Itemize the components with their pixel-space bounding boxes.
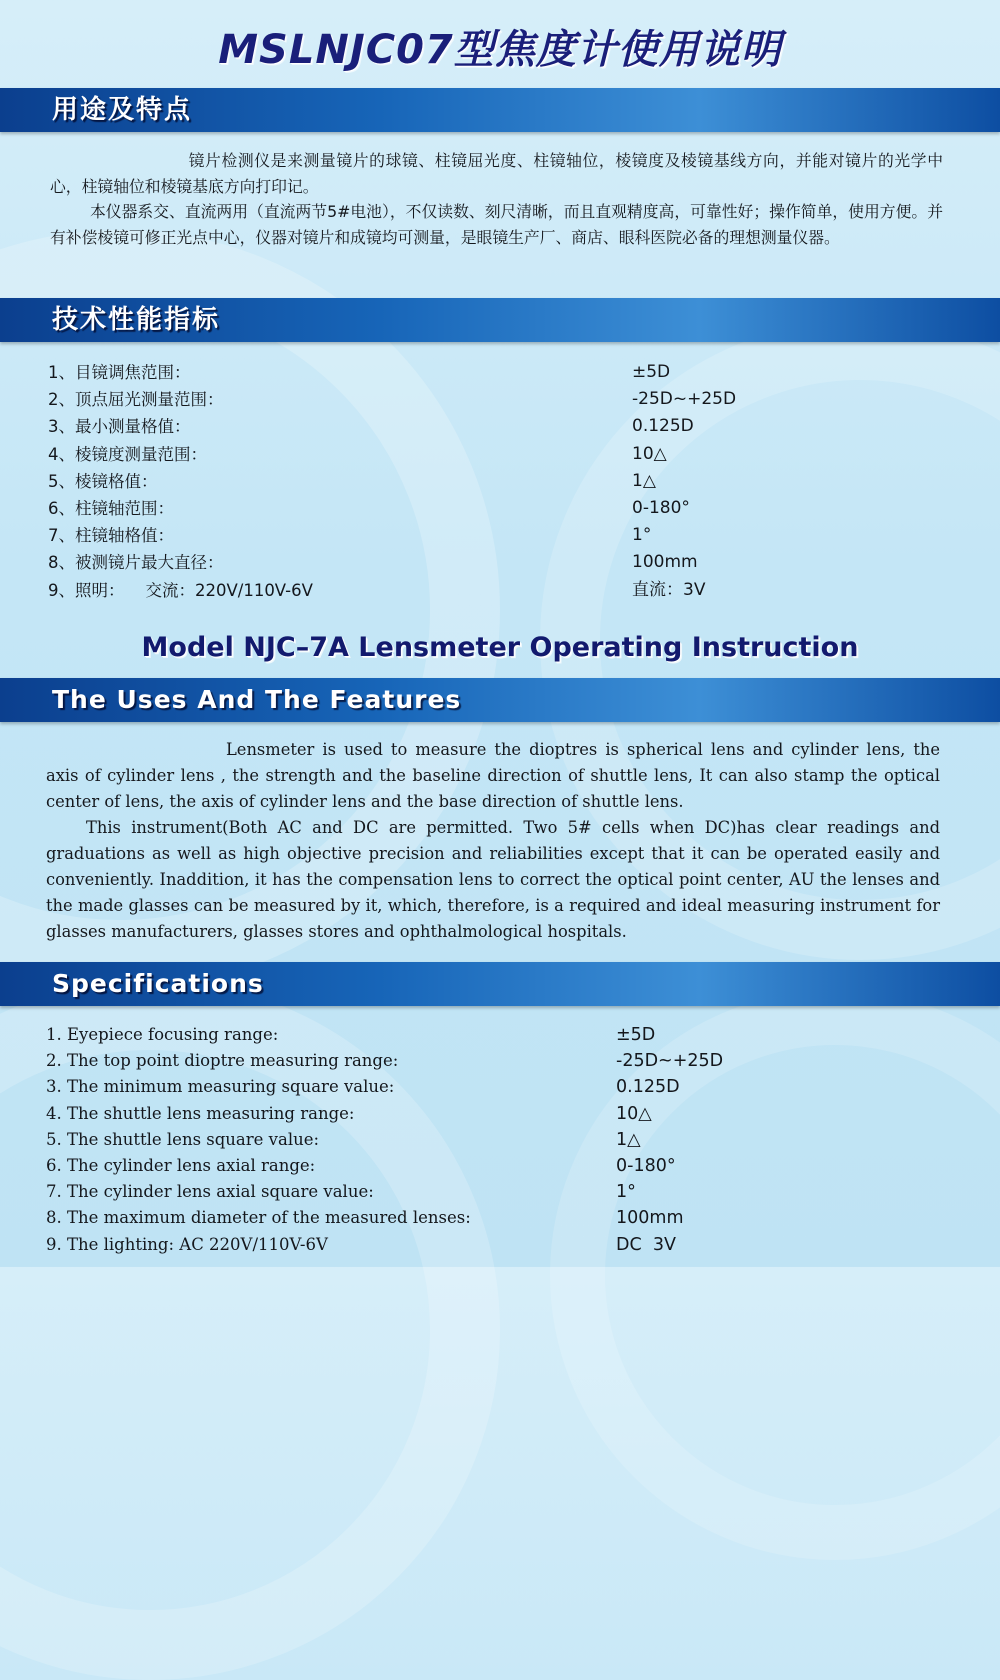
section-title-cn-uses: 用途及特点 — [52, 95, 193, 125]
spec-item — [48, 441, 948, 468]
spec-value: 100mm — [632, 552, 698, 573]
spec-value: 10△ — [632, 443, 667, 464]
spec-label: 2、顶点屈光测量范围： — [48, 390, 224, 410]
spec-label: 7、柱镜轴格值： — [48, 526, 174, 546]
section-band-en-uses — [0, 678, 1000, 722]
spec-label: 8. The maximum diameter of the measured lenses: — [46, 1208, 471, 1228]
spec-item — [48, 577, 948, 604]
spec-value: 直流：3V — [632, 579, 706, 600]
section-title-en-uses: The Uses And The Features — [52, 685, 462, 714]
spec-item — [46, 1048, 946, 1074]
spec-label: 1. Eyepiece focusing range: — [46, 1025, 279, 1044]
spec-label: 9. The lighting: AC 220V/110V-6V — [46, 1234, 328, 1254]
spec-item — [48, 468, 948, 495]
spec-value: 0.125D — [616, 1077, 680, 1098]
cn-uses-text-1: 镜片检测仪是来测量镜片的球镜、柱镜屈光度、柱镜轴位，棱镜度及棱镜基线方向，并能对镜片的光学中心，柱镜轴位和棱镜基底方向打印记。 — [50, 151, 943, 196]
spec-label: 9、照明： 交流：220V/110V-6V — [48, 580, 313, 600]
en-uses-text-2: This instrument(Both AC and DC are permitted. Two 5# cells when DC)has clear readings and graduations as well as high objective precision and reliabilities except that it can be operated easily and conveniently. Inaddition, it has the compensation lens to correct the optical point center, AU the lenses and the made glasses can be measured by it, which, therefore, is a required and ideal measuring instrument for glasses manufacturers, glasses stores and ophthalmological hospitals. — [46, 818, 940, 941]
spec-item — [46, 1127, 946, 1153]
spec-label: 4、棱镜度测量范围： — [48, 444, 207, 464]
en-uses-text-1: Lensmeter is used to measure the dioptres is spherical lens and cylinder lens, the axis of cylinder lens , the strength and the baseline direction of shuttle lens, It can also stamp the optical center of lens, the axis of cylinder lens and the base direction of shuttle lens. — [46, 740, 940, 811]
en-spec-list — [46, 1022, 946, 1258]
spec-value: ±5D — [632, 362, 671, 382]
cn-uses-paragraph-1 — [50, 148, 943, 199]
spec-item — [46, 1101, 946, 1127]
spec-value: 0-180° — [616, 1155, 676, 1176]
spec-value: 1° — [616, 1182, 636, 1203]
spec-label: 3、最小测量格值： — [48, 417, 191, 437]
spec-label: 4. The shuttle lens measuring range: — [46, 1103, 355, 1123]
spec-value: 1° — [632, 525, 652, 546]
spec-item — [46, 1205, 946, 1231]
spec-value: 1△ — [632, 470, 656, 491]
spec-value: ±5D — [616, 1025, 656, 1045]
spec-item — [46, 1179, 946, 1205]
spec-value: 100mm — [616, 1208, 684, 1229]
spec-label: 6. The cylinder lens axial range: — [46, 1155, 316, 1175]
spec-item — [46, 1022, 946, 1048]
spec-label: 3. The minimum measuring square value: — [46, 1077, 395, 1097]
spec-value: 1△ — [616, 1129, 641, 1150]
cn-uses-text-2: 本仪器系交、直流两用（直流两节5#电池），不仅读数、刻尺清晰，而且直观精度高，可靠性好；操作简单，使用方便。并有补偿棱镜可修正光点中心，仪器对镜片和成镜均可测量，是眼镜生产厂、商店、眼科医院必备的理想测量仪器。 — [50, 202, 943, 247]
spec-item — [48, 386, 948, 413]
spec-label: 8、被测镜片最大直径： — [48, 553, 224, 573]
section-title-cn-specs: 技术性能指标 — [52, 305, 221, 335]
spec-label: 2. The top point dioptre measuring range: — [46, 1051, 399, 1071]
cn-uses-paragraph-2 — [50, 199, 943, 250]
spec-label: 7. The cylinder lens axial square value: — [46, 1182, 374, 1202]
cn-spec-list — [48, 359, 948, 604]
spec-label: 1、目镜调焦范围： — [48, 363, 191, 382]
page-title: MSLNJC07型焦度计使用说明 — [218, 27, 782, 73]
spec-label: 6、柱镜轴范围： — [48, 498, 174, 518]
spec-item — [46, 1153, 946, 1179]
spec-value: DC 3V — [616, 1234, 676, 1255]
spec-value: 10△ — [616, 1103, 652, 1124]
spec-item — [46, 1232, 946, 1258]
spec-item — [48, 495, 948, 522]
section-band-cn-uses — [0, 88, 1000, 132]
section-title-en-specs: Specifications — [52, 969, 264, 998]
spec-item — [48, 359, 948, 386]
english-heading: Model NJC–7A Lensmeter Operating Instruction — [141, 632, 859, 663]
section-band-cn-specs — [0, 298, 1000, 342]
en-uses-paragraph-2 — [46, 815, 940, 945]
spec-item — [46, 1074, 946, 1100]
section-band-en-specs — [0, 962, 1000, 1006]
spec-value: 0-180° — [632, 497, 690, 518]
spec-value: -25D~+25D — [616, 1051, 724, 1072]
spec-value: -25D~+25D — [632, 389, 737, 410]
en-uses-paragraph-1 — [46, 737, 940, 815]
spec-item — [48, 522, 948, 549]
spec-value: 0.125D — [632, 416, 694, 437]
spec-label: 5. The shuttle lens square value: — [46, 1129, 320, 1149]
spec-item — [48, 549, 948, 576]
spec-label: 5、棱镜格值： — [48, 471, 158, 491]
spec-item — [48, 413, 948, 440]
